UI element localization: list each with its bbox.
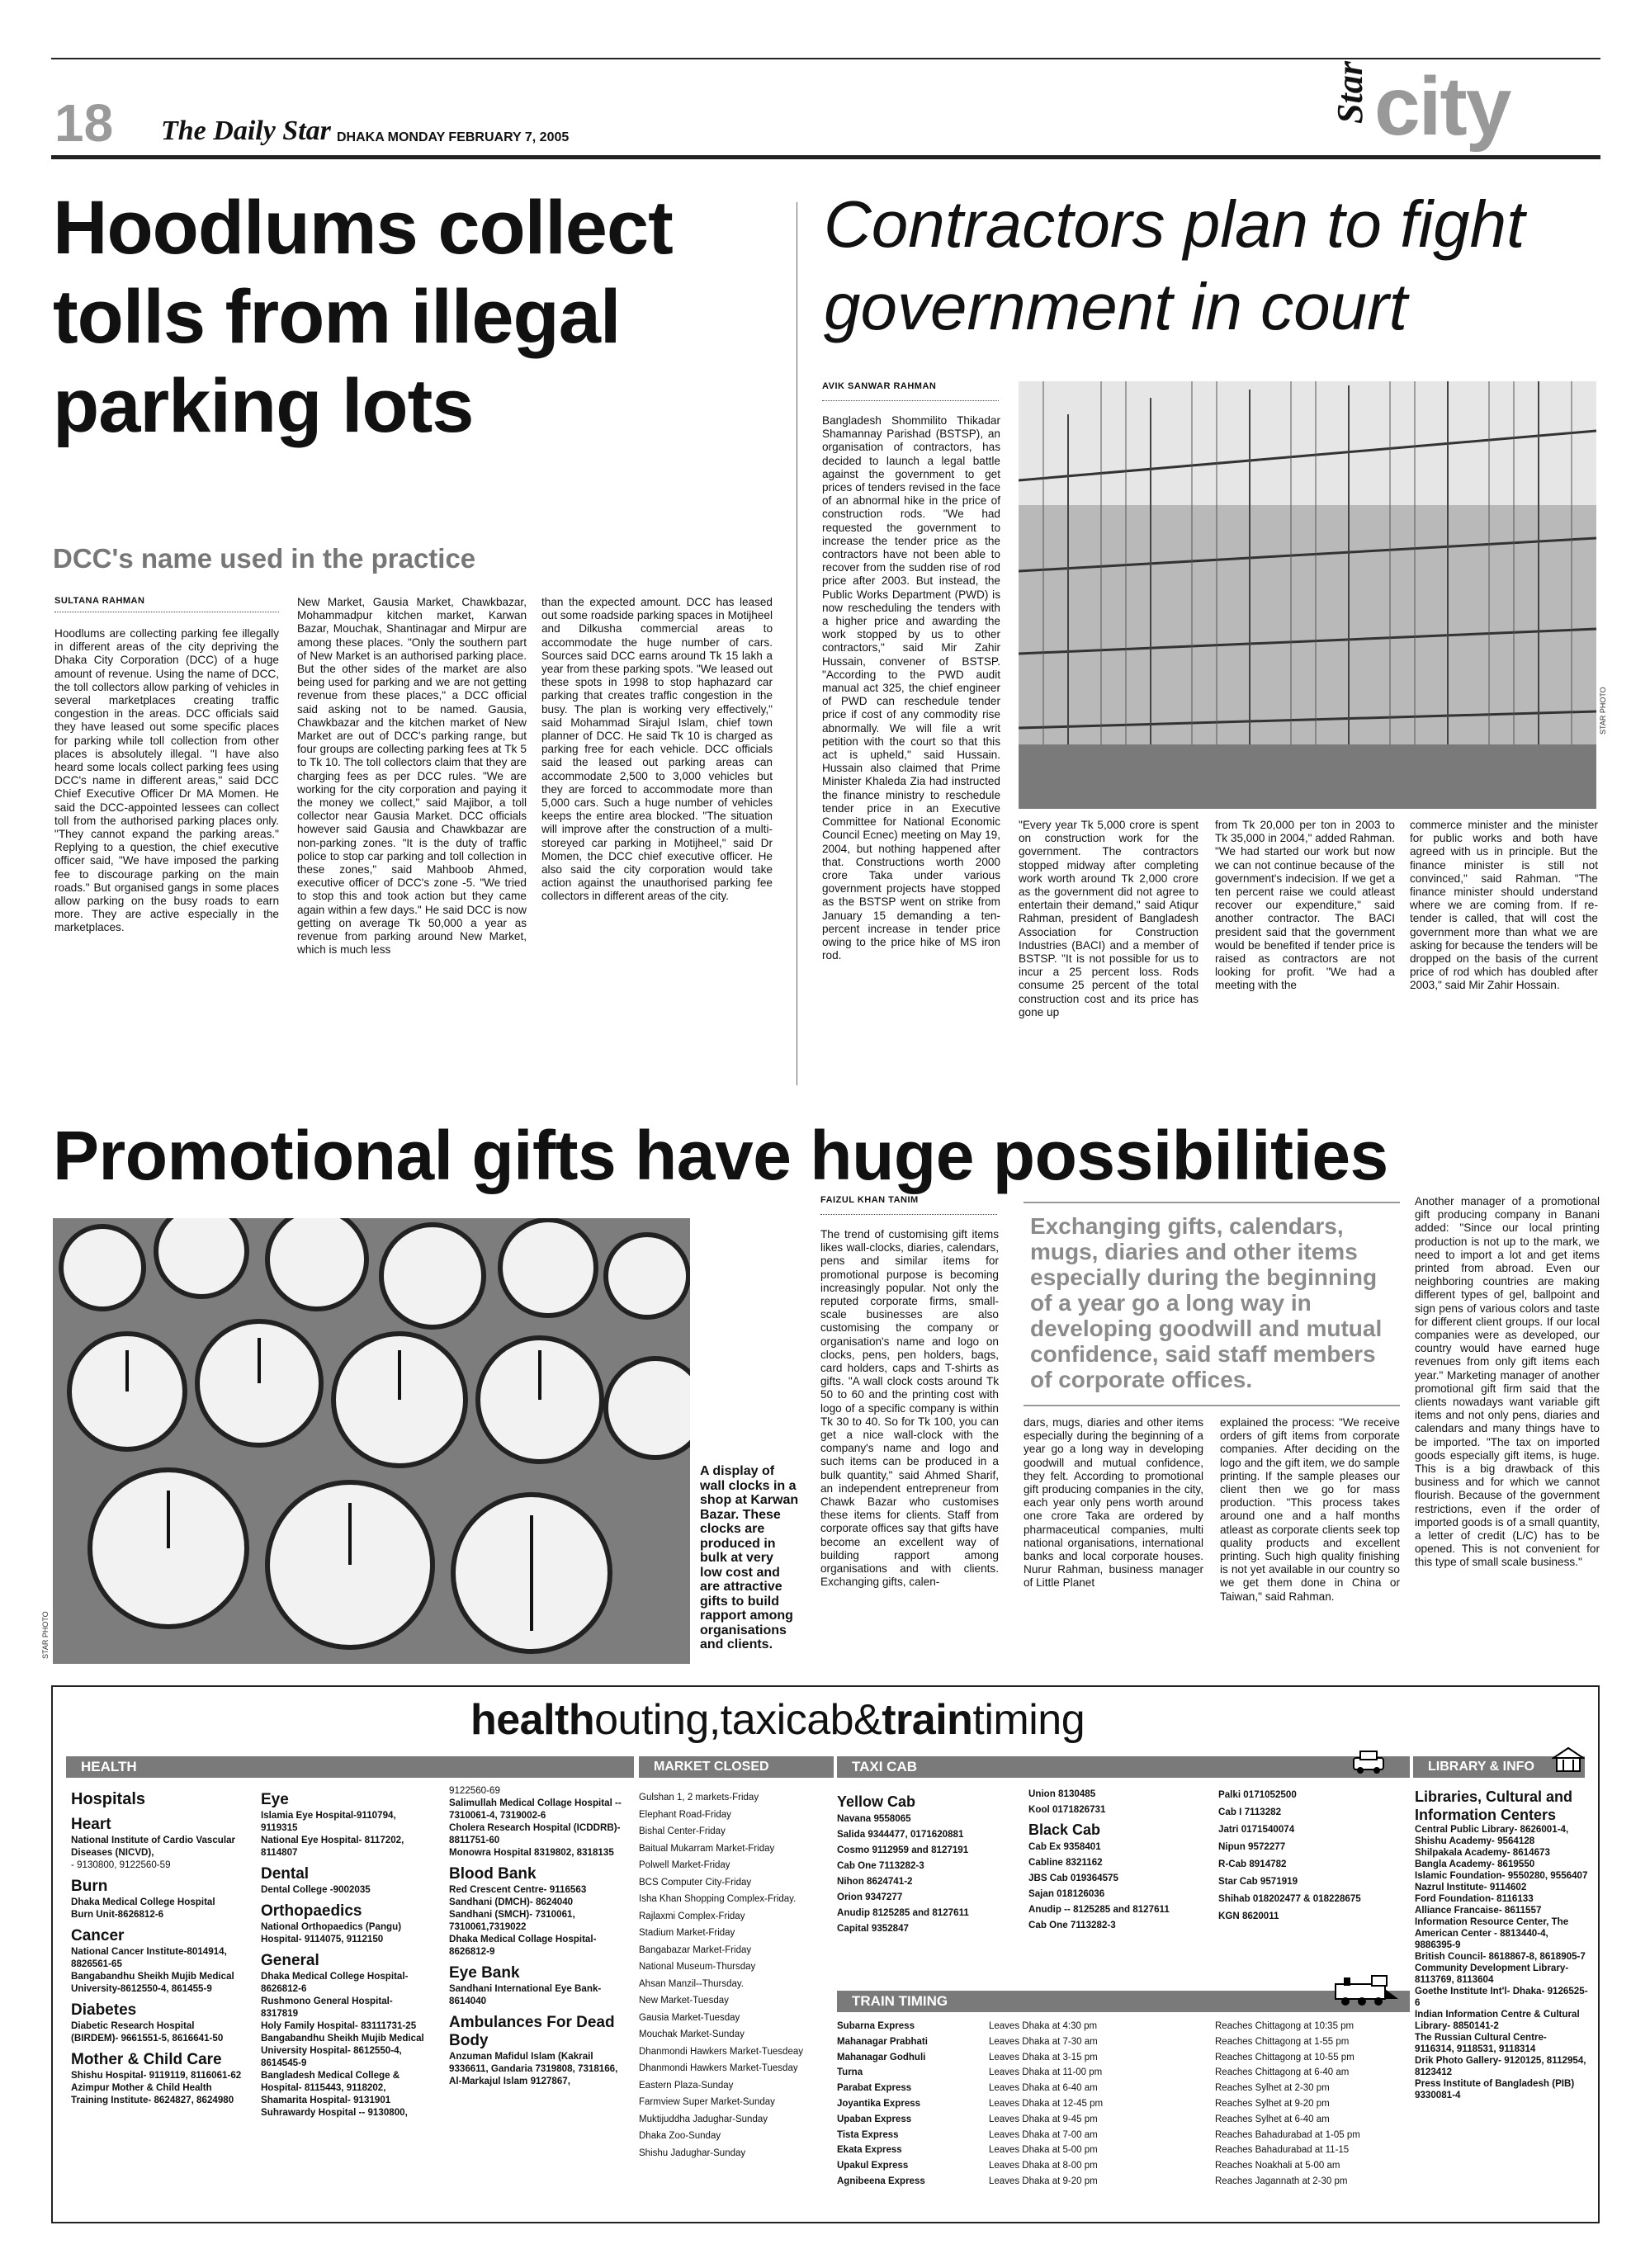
article2-byline-rule: [822, 399, 999, 401]
train-name: Turna: [837, 2067, 863, 2078]
listing-entry: Dhaka Medical College Hospital- 8626812-6: [261, 1971, 409, 1994]
listing-entry: Ford Foundation- 8116133: [1415, 1893, 1534, 1904]
listing-entry: Capital 9352847: [837, 1923, 910, 1934]
train-arrival: Reaches Sylhet at 2-30 pm: [1215, 2083, 1330, 2094]
listing-entry: Jatri 0171540074: [1218, 1824, 1295, 1835]
market-entry: BCS Computer City-Friday: [639, 1877, 752, 1888]
train-arrival: Reaches Noakhali at 5-00 am: [1215, 2161, 1340, 2171]
section-logo-city: city: [1374, 60, 1511, 153]
train-name: Joyantika Express: [837, 2098, 921, 2109]
listing-entry: Anudip -- 8125285 and 8127611: [1028, 1904, 1170, 1915]
listing-entry: Drik Photo Gallery- 9120125, 8112954, 8123412: [1415, 2055, 1586, 2077]
listing-entry: Heart: [71, 1816, 111, 1833]
market-entry: Muktijuddha Jadughar-Sunday: [639, 2114, 768, 2124]
train-arrival: Reaches Jagannath at 2-30 pm: [1215, 2176, 1348, 2186]
listing-entry: Orthopaedics: [261, 1902, 362, 1920]
train-icon: [1327, 1974, 1403, 2007]
train-timetable: [837, 2019, 1410, 2190]
listing-entry: Bangladesh Medical College & Hospital- 8115443, 9118202, Shamarita Hospital- 9131901: [261, 2070, 400, 2105]
listing-entry: Sandhani (DMCH)- 8624040: [449, 1897, 574, 1907]
train-departure: Leaves Dhaka at 8-00 pm: [989, 2161, 1098, 2171]
listing-entry: Palki 0171052500: [1218, 1789, 1297, 1800]
page-number: 18: [54, 93, 114, 153]
market-entry: Dhanmondi Hawkers Market-Tuesdeay: [639, 2046, 803, 2057]
listing-entry: Shihab 018202477 & 018228675: [1218, 1893, 1361, 1904]
header-rule: [51, 155, 1600, 159]
article3-col3: explained the process: "We receive orders of gift items from corporate companies. After deciding on the logo and the gift item, we do sample printing. If the sample pleases our client then we go for mass production. "This process takes around one and a half months atleast as corporate clients seek top quality products and excellent printing. Such high quality finishing is not yet available in our country so we get them done in China or Taiwan," said Rahman.: [1220, 1416, 1400, 1603]
train-departure: Leaves Dhaka at 6-40 am: [989, 2083, 1098, 2094]
market-entry: Dhaka Zoo-Sunday: [639, 2131, 721, 2141]
listing-entry: Holy Family Hospital- 83111731-25: [261, 2020, 417, 2031]
listing-entry: General: [261, 1952, 319, 1969]
library-list: [1415, 1784, 1588, 2101]
train-arrival: Reaches Bahadurabad at 1-05 pm: [1215, 2129, 1360, 2140]
market-closed-bar: MARKET CLOSED: [639, 1756, 834, 1778]
masthead: The Daily Star: [161, 116, 331, 146]
listing-entry: Mother & Child Care: [71, 2051, 222, 2068]
listing-entry: R-Cab 8914782: [1218, 1859, 1287, 1869]
star-logo-small: Star: [1330, 61, 1370, 124]
listing-entry: Orion 9347277: [837, 1892, 903, 1902]
listing-entry: Hospitals: [71, 1790, 146, 1808]
market-entry: Bishal Center-Friday: [639, 1826, 726, 1836]
listing-entry: Cab One 7113282-3: [1028, 1920, 1116, 1930]
article2-col2: "Every year Tk 5,000 crore is spent on construction work for the government. The contractors stopped midway after completing work worth around Tk 2,000 crore as the government did not agree to entertain their demand," said Atiqur Rahman, president of Bangladesh Association for Construction Industries (BACI) and a member of BSTSP. "It is not possible for us to incur a 25 percent loss. Rods consume 25 percent of the total construction cost and its price has gone up: [1019, 819, 1198, 1018]
listing-entry: Union 8130485: [1028, 1788, 1096, 1799]
article1-byline: SULTANA RAHMAN: [54, 596, 145, 606]
listing-entry: Libraries, Cultural and Information Centers: [1415, 1788, 1573, 1823]
article3-col1: The trend of customising gift items likes wall-clocks, diaries, calendars, pens and similar items for promotional purpose is becoming increasingly popular. Not only the reputed corporate firms, small-scale businesses are also customising the company or organisation's name and logo on clocks, pens, pen holders, bags, card holders, caps and T-shirts as gifts. "A wall clock costs around Tk 50 to 60 and the printing cost with logo of a specific company is within Tk 30 to 40. So for Tk 100, you can get a nice wall-clock with the company's name and logo and such items can be produced in a bulk quantity," said Ahmed Sharif, an independent entrepreneur from Chawk Bazar who customises these items for clients. Staff from corporate offices say that gifts have become an excellent way of building rapport among organisations and with clients. Exchanging gifts, calen-: [820, 1228, 999, 1589]
train-name: Mahanagar Godhuli: [837, 2052, 926, 2062]
train-row: [837, 2019, 1410, 2034]
market-closed-list: [639, 1789, 834, 2162]
listing-entry: Dhaka Medical Collage Hospital- 8626812-9: [449, 1934, 597, 1957]
listing-entry: Bangabandhu Sheikh Mujib Medical University-8612550-4, 861455-9: [71, 1971, 234, 1994]
listing-entry: Nipun 9572277: [1218, 1841, 1286, 1852]
train-row: [837, 2096, 1410, 2112]
article1-col1: Hoodlums are collecting parking fee illegally in different areas of the city depriving the Dhaka City Corporation (DCC) of a huge amount of revenue. Using the name of DCC, the toll collectors allow parking of vehicles in several marketplaces creating traffic congestion in the areas. DCC officials said they have leased out some specific places for parking while toll collection from other places is absolutely illegal. "I have also heard some locals collect parking fees using DCC's name in different areas," said DCC Chief Executive Officer Dr MA Momen. He said the DCC-appointed lessees can collect toll from the authorised parking places only. "They cannot expand the parking areas." Replying to a question, the chief executive officer said, "We have imposed the parking fee to discourage parking on the main roads." But organised gangs in some places allow parking on the busy roads to earn more. They are active especially in the marketplaces.: [54, 627, 279, 934]
listing-entry: Dental College -9002035: [261, 1884, 371, 1895]
listing-entry: Goethe Institute Int'l- Dhaka- 9126525-6: [1415, 1986, 1588, 2008]
listing-entry: Sajan 018126036: [1028, 1888, 1105, 1899]
pullquote: Exchanging gifts, calendars, mugs, diaries and other items especially during the beginning of a year go a long way in developing goodwill and mutual confidence, said staff members of corporate offices.: [1030, 1213, 1383, 1392]
train-arrival: Reaches Bahadurabad at 11-15: [1215, 2145, 1350, 2156]
listing-entry: 9122560-69: [449, 1785, 500, 1796]
listing-entry: Yellow Cab: [837, 1793, 916, 1810]
article2-photo-credit: STAR PHOTO: [1599, 687, 1607, 735]
train-row: [837, 2128, 1410, 2143]
train-departure: Leaves Dhaka at 7-30 am: [989, 2036, 1098, 2047]
article3-col2: dars, mugs, diaries and other items especially during the beginning of a year go a long way in developing goodwill and mutual confidence, they felt. According to promotional gift producing companies in the city, each year only pens worth around one crore Taka are ordered by pharmaceutical companies, multi national organisations, international banks and local corporate houses. Nurur Rahman, business manager of Little Planet: [1024, 1416, 1203, 1590]
article2-col3: from Tk 20,000 per ton in 2003 to Tk 35,000 in 2004," added Rahman. "We had started our work but now we can not continue because of the government's indecision. If we get a ten percent raise we could atleast recover our expenditure," said another contractor. The BACI president said that the government would be benefited if tender price is raised as contractors are not looking for profit. "We had a meeting with the: [1215, 819, 1395, 992]
train-arrival: Reaches Sylhet at 6-40 am: [1215, 2114, 1330, 2124]
listing-entry: Anzuman Mafidul Islam (Kakrail 9336611, Gandaria 7319808, 7318166,: [449, 2051, 618, 2074]
taxi-icon: [1350, 1748, 1387, 1774]
health-col1: [71, 1784, 244, 2106]
train-arrival: Reaches Sylhet at 9-20 pm: [1215, 2098, 1330, 2109]
listing-entry: Shilpakala Academy- 8614673: [1415, 1847, 1550, 1858]
listing-entry: Bangla Academy- 8619550: [1415, 1859, 1535, 1869]
listing-entry: Cab One 7113282-3: [837, 1860, 924, 1871]
listing-entry: Cab I 7113282: [1218, 1807, 1282, 1817]
listing-entry: Dhaka Medical College Hospital: [71, 1897, 215, 1907]
listing-entry: Community Development Library- 8113769, 8113604: [1415, 1963, 1569, 1985]
listing-entry: Monowra Hospital 8319802, 8318135: [449, 1847, 614, 1858]
train-departure: Leaves Dhaka at 9-20 pm: [989, 2176, 1098, 2186]
listing-entry: - 9130800, 9122560-59: [71, 1859, 171, 1870]
train-arrival: Reaches Chittagong at 10-55 pm: [1215, 2052, 1355, 2062]
library-bar: LIBRARY & INFO: [1413, 1756, 1585, 1778]
market-entry: Shishu Jadughar-Sunday: [639, 2148, 746, 2158]
listing-entry: National Cancer Institute-8014914, 8826561-65: [71, 1946, 227, 1969]
market-entry: Baitual Mukarram Market-Friday: [639, 1843, 775, 1854]
listing-entry: Dental: [261, 1865, 310, 1883]
train-row: [837, 2158, 1410, 2174]
market-entry: Mouchak Market-Sunday: [639, 2029, 745, 2039]
market-entry: Dhanmondi Hawkers Market-Tuesday: [639, 2063, 798, 2073]
dateline: DHAKA MONDAY FEBRUARY 7, 2005: [337, 130, 570, 144]
train-row: [837, 2065, 1410, 2081]
listing-entry: Information Resource Center, The American Center - 8813440-4, 9886395-9: [1415, 1916, 1569, 1950]
top-rule: [51, 58, 1600, 59]
train-row: [837, 2034, 1410, 2050]
listing-entry: Anudip 8125285 and 8127611: [837, 1907, 969, 1918]
market-entry: New Market-Tuesday: [639, 1996, 729, 2006]
listing-entry: Ambulances For Dead Body: [449, 2014, 615, 2049]
listing-entry: Shishu Hospital- 9119119, 8116061-62: [71, 2070, 242, 2081]
listing-entry: Al-Markajul Islam 9127867,: [449, 2076, 570, 2086]
listing-entry: Nihon 8624741-2: [837, 1876, 913, 1887]
article3-photo-credit: STAR PHOTO: [41, 1611, 50, 1659]
listing-entry: Diabetes: [71, 2001, 137, 2019]
train-departure: Leaves Dhaka at 5-00 pm: [989, 2145, 1098, 2156]
listing-entry: National Institute of Cardio Vascular Diseases (NICVD),: [71, 1835, 236, 1858]
title-health: health: [470, 1696, 595, 1744]
listing-entry: Nazrul Institute- 9114602: [1415, 1882, 1527, 1892]
article2-col1: Bangladesh Shommilito Thikadar Shamannay Parishad (BSTSP), an organisation of contractors, has decided to launch a legal battle against the government to get prices of tenders revised in the face of an abnormal hike in the price of construction rods. "We had requested the government to increase the tender price as the contractors have not been able to recover from the sudden rise of rod price after 2003. But instead, the Public Works Department (PWD) is now rescheduling the tenders with a higher price and awarding the work stopped by us to other contractors," said Mir Zahir Hussain, convener of BSTSP. "According to the PWD audit manual act 325, the chief engineer of PWD can reschedule tender price if cost of any commodity rise abnormally. We will file a writ petition with the court so that this act is upheld," said Hussain. Hussain also claimed that Prime Minister Khaleda Zia had instructed the finance ministry to reschedule tender price in an Executive Committee for National Economic Council Ecnec) meeting on May 19, 2004, but nothing happened after that. Constructions worth 2000 crore Taka under various government projects have stopped as the BSTSP went on strike from January 15 demanding a ten-percent increase in tender price owing to the price hike of MS iron rod.: [822, 414, 1000, 962]
article1-col3: than the expected amount. DCC has leased out some roadside parking spaces in Motijheel and Dilkusha commercial areas to accommodate the huge number of cars. Sources said DCC earns around Tk 15 lakh a year from these parking spots. "We leased out these spots in 1998 to stop haphazard car parking that creates traffic congestion in the busy. The plan is working very effectively," said Mohammad Sirajul Islam, chief town planner of DCC. He said Tk 10 is charged as parking free for each vehicle. DCC officials said the leased out parking areas can accommodate 2,500 to 3,000 vehicles but they are forced to accommodate more than 5,000 cars. Such a huge number of vehicles keeps the entire area blocked. "The situation will improve after the construction of a multi-storeyed car parking in Motijheel," said Dr Momen, the DCC chief executive officer. He also said the city corporation would take action against the unauthorised parking fee collectors in different areas of the city.: [541, 596, 773, 903]
listing-entry: Star Cab 9571919: [1218, 1876, 1298, 1887]
listing-entry: Cancer: [71, 1927, 125, 1944]
train-departure: Leaves Dhaka at 9-45 pm: [989, 2114, 1098, 2124]
train-row: [837, 2112, 1410, 2128]
listing-entry: Cab Ex 9358401: [1028, 1841, 1101, 1852]
train-departure: Leaves Dhaka at 3-15 pm: [989, 2052, 1098, 2062]
train-timing-bar: TRAIN TIMING: [837, 1991, 1410, 2012]
health-bar: HEALTH: [66, 1756, 634, 1778]
market-entry: Polwell Market-Friday: [639, 1860, 730, 1870]
train-departure: Leaves Dhaka at 4:30 pm: [989, 2021, 1098, 2031]
listing-entry: Red Crescent Centre- 9116563: [449, 1884, 587, 1895]
train-name: Parabat Express: [837, 2083, 912, 2094]
taxi-col1: [837, 1789, 1002, 1936]
listing-entry: Cholera Research Hospital (ICDDRB)- 8811751-60: [449, 1822, 621, 1845]
listing-entry: Eye: [261, 1791, 289, 1808]
listing-entry: Suhrawardy Hospital -- 9130800,: [261, 2107, 408, 2118]
article1-col2: New Market, Gausia Market, Chawkbazar, Mohammadpur kitchen market, Karwan Bazar, Mouchak, Shantinagar and Mirpur are among these places. "Only the southern part of New Market is an authorised parking place. But the other sides of the market are also being used for parking and we are not getting revenue from these places," a DCC official said asking not to be named. Gausia, Chawkbazar and the kitchen market of New Market are out of DCC's parking range, but four groups are collecting parking fees at Tk 5 to Tk 10. The toll collectors claim that they are charging fees as per DCC rules. "We are working for the city corporation and paying it the money we collect," said Majibor, a toll collector near Gausia Market. DCC officials however said Gausia and Chawkbazar are non-parking zones. "It is the duty of traffic police to stop car parking and toll collection in these zones," said Mahboob Ahmed, executive officer of DCC's zone -5. "We tried to stop this and took action but they came again within a few days." He said DCC is now getting on average Tk 50,000 a year as revenue from parking around New Market, which is much less: [297, 596, 527, 957]
listing-entry: Islamia Eye Hospital-9110794, 9119315: [261, 1810, 396, 1833]
taxi-cab-bar: TAXI CAB: [837, 1756, 1410, 1778]
taxi-col2: [1028, 1786, 1194, 1933]
market-entry: National Museum-Thursday: [639, 1962, 756, 1972]
listing-entry: Kool 0171826731: [1028, 1804, 1106, 1815]
train-name: Upaban Express: [837, 2114, 912, 2124]
listing-entry: Indian Information Centre & Cultural Library- 8850141-2: [1415, 2009, 1580, 2031]
train-departure: Leaves Dhaka at 7-00 am: [989, 2129, 1098, 2140]
train-row: [837, 2174, 1410, 2190]
article1-byline-rule: [54, 611, 279, 612]
listing-entry: Sandhani (SMCH)- 7310061, 7310061,7319022: [449, 1909, 575, 1932]
listing-entry: Diabetic Research Hospital (BIRDEM)- 9661551-5, 8616641-50: [71, 2020, 224, 2044]
article3-headline: Promotional gifts have huge possibilities: [53, 1117, 1388, 1194]
listing-entry: KGN 8620011: [1218, 1911, 1279, 1921]
listing-entry: National Eye Hospital- 8117202, 8114807: [261, 1835, 404, 1858]
listing-entry: Black Cab: [1028, 1821, 1101, 1838]
listings-title: [470, 1695, 1085, 1745]
market-entry: Rajlaxmi Complex-Friday: [639, 1911, 745, 1921]
train-name: Tista Express: [837, 2129, 899, 2140]
title-outing: outing,taxicab&: [594, 1696, 882, 1744]
listing-entry: British Council- 8618867-8, 8618905-7: [1415, 1951, 1586, 1962]
train-name: Ekata Express: [837, 2145, 902, 2156]
train-row: [837, 2050, 1410, 2066]
title-timing: timing: [972, 1696, 1085, 1744]
listing-entry: JBS Cab 019364575: [1028, 1873, 1118, 1883]
train-name: Subarna Express: [837, 2021, 915, 2031]
article2-col4: commerce minister and the minister for public works and both have agreed with us in principle. But the finance minister is still not convinced," said Rahman. "The finance minister should understand where we are coming from. If re-tender is called, that will cost the government more than what we are asking for because the tenders will be dropped on the basis of the current price of rod which has doubled after 2003," said Mir Zahir Hossain.: [1410, 819, 1598, 992]
market-entry: Stadium Market-Friday: [639, 1928, 735, 1938]
listing-entry: Shishu Academy- 9564128: [1415, 1836, 1535, 1846]
market-entry: Elephant Road-Friday: [639, 1809, 731, 1820]
listing-entry: The Russian Cultural Centre- 9116314, 9118531, 9118314: [1415, 2032, 1547, 2054]
listing-entry: Bangabandhu Sheikh Mujib Medical University Hospital- 8612550-4, 8614545-9: [261, 2033, 424, 2068]
market-entry: Eastern Plaza-Sunday: [639, 2080, 734, 2091]
construction-photo: [1019, 381, 1596, 809]
article2-headline: Contractors plan to fight government in court: [824, 187, 1525, 343]
market-entry: Gulshan 1, 2 markets-Friday: [639, 1793, 759, 1803]
listing-entry: Burn: [71, 1878, 108, 1895]
train-arrival: Reaches Chittagong at 6-40 am: [1215, 2067, 1350, 2078]
clocks-caption: A display of wall clocks in a shop at Karwan Bazar. These clocks are produced in bulk at very low cost and are attractive gifts to build rapport among organisations and clients.: [700, 1464, 799, 1651]
listing-entry: Salimullah Medical Collage Hospital -- 7310061-4, 7319002-6: [449, 1798, 622, 1821]
train-name: Mahanagar Prabhati: [837, 2036, 928, 2047]
title-train: train: [882, 1696, 973, 1744]
article1-subhead: DCC's name used in the practice: [53, 543, 476, 574]
listing-entry: National Orthopaedics (Pangu) Hospital- 9114075, 9112150: [261, 1921, 402, 1944]
listing-entry: Sandhani International Eye Bank- 8614040: [449, 1983, 602, 2006]
train-row: [837, 2081, 1410, 2096]
listing-entry: Azimpur Mother & Child Health Training Institute- 8624827, 8624980: [71, 2082, 234, 2105]
train-arrival: Reaches Chittagong at 10:35 pm: [1215, 2021, 1355, 2031]
listing-entry: Islamic Foundation- 9550280, 9556407: [1415, 1870, 1588, 1881]
library-icon: [1552, 1746, 1585, 1774]
listing-entry: Alliance Francaise- 8611557: [1415, 1905, 1542, 1916]
health-col2: [261, 1784, 426, 2119]
market-entry: Ahsan Manzil--Thursday.: [639, 1978, 744, 1989]
train-departure: Leaves Dhaka at 12-45 pm: [989, 2098, 1104, 2109]
listing-entry: Navana 9558065: [837, 1813, 911, 1824]
market-entry: Isha Khan Shopping Complex-Friday.: [639, 1894, 797, 1904]
listing-entry: Cabline 8321162: [1028, 1857, 1103, 1868]
article1-headline: Hoodlums collect tolls from illegal parking lots: [53, 186, 673, 448]
scaffold-illustration: [1019, 381, 1596, 809]
market-entry: Gausia Market-Tuesday: [639, 2012, 740, 2023]
listing-entry: Rushmono General Hospital- 8317819: [261, 1996, 393, 2019]
listing-entry: Burn Unit-8626812-6: [71, 1909, 164, 1920]
train-arrival: Reaches Chittagong at 1-55 pm: [1215, 2036, 1350, 2047]
listing-entry: Salida 9344477, 0171620881: [837, 1829, 964, 1840]
listing-entry: Cosmo 9112959 and 8127191: [837, 1845, 969, 1855]
listing-entry: Central Public Library- 8626001-4,: [1415, 1824, 1569, 1835]
listing-entry: Eye Bank: [449, 1964, 520, 1982]
article3-byline-rule: [820, 1213, 997, 1215]
train-row: [837, 2143, 1410, 2158]
listing-entry: Press Institute of Bangladesh (PIB) 9330081-4: [1415, 2078, 1575, 2100]
article3-col4: Another manager of a promotional gift producing company in Banani added: "Since our local printing production is not up to the mark, we need to import a lot and get items printed from abroad. Even our neighboring countries are making different types of gel, ballpoint and sign pens of various colors and taste for different client groups. If our local companies were as developed, our country would have earned huge revenues from only gift items each year." Marketing manager of another promotional gift firm said that the clients nowadays want variable gift items and not only pens, diaries and calendars and many things have to be imported. "The tax on imported goods especially gift items, is huge. This is a big drawback of this business and for which we cannot flourish. Because of the government restrictions, even if the order of imported goods is of a small quantity, a letter of credit (L/C) has to be opened. This is not convenient for this type of small scale business.": [1415, 1195, 1600, 1569]
article3-byline: FAIZUL KHAN TANIM: [820, 1195, 919, 1205]
clocks-photo: [53, 1218, 690, 1664]
wall-clocks-illustration: [53, 1218, 690, 1664]
listing-entry: Blood Bank: [449, 1865, 537, 1883]
taxi-col3: [1218, 1786, 1400, 1925]
market-entry: Farmview Super Market-Sunday: [639, 2097, 775, 2107]
health-col3: [449, 1784, 622, 2087]
train-departure: Leaves Dhaka at 11-00 pm: [989, 2067, 1103, 2078]
market-entry: Bangabazar Market-Friday: [639, 1944, 752, 1955]
article2-byline: AVIK SANWAR RAHMAN: [822, 381, 937, 391]
train-name: Upakul Express: [837, 2161, 909, 2171]
train-name: Agnibeena Express: [837, 2176, 925, 2186]
